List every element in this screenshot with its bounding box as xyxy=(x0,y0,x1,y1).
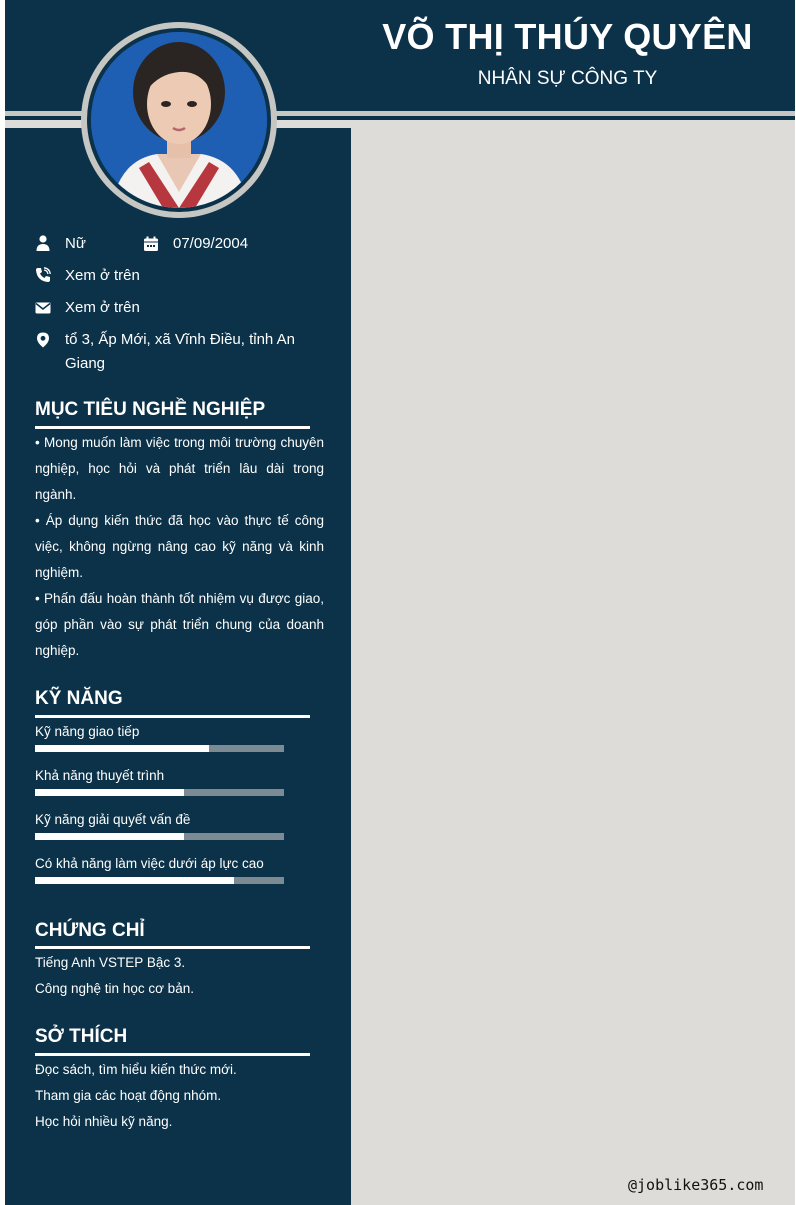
email-icon xyxy=(35,300,51,316)
profile-photo xyxy=(91,32,267,208)
calendar-icon xyxy=(143,236,159,252)
hobby-item: Học hỏi nhiều kỹ năng. xyxy=(35,1114,173,1129)
certificate-item: Công nghệ tin học cơ bản. xyxy=(35,981,194,996)
objective-item: • Phấn đấu hoàn thành tốt nhiệm vụ được giao, góp phần vào sự phát triển chung của doanh nghiệp. xyxy=(35,591,324,658)
hobbies-heading: SỞ THÍCH xyxy=(35,1026,128,1047)
skills-underline xyxy=(35,715,310,718)
certificates-list xyxy=(35,950,194,1002)
objective-heading: MỤC TIÊU NGHỀ NGHIỆP xyxy=(35,399,266,420)
certificate-item: Tiếng Anh VSTEP Bậc 3. xyxy=(35,955,186,970)
hobbies-list xyxy=(35,1057,237,1135)
phone-icon xyxy=(35,267,51,283)
job-title: NHÂN SỰ CÔNG TY xyxy=(477,68,658,89)
skill-label: Kỹ năng giải quyết vấn đề xyxy=(35,812,191,827)
gender-value: Nữ xyxy=(65,235,86,252)
skill-bar-fill xyxy=(35,833,184,840)
portrait-illustration xyxy=(91,32,267,208)
certificates-heading: CHỨNG CHỈ xyxy=(35,920,145,941)
skill-label: Khả năng thuyết trình xyxy=(35,768,165,783)
location-icon xyxy=(35,332,51,348)
objective-item: • Áp dụng kiến thức đã học vào thực tế công việc, không ngừng nâng cao kỹ năng và kinh nghiệm. xyxy=(35,513,324,580)
hobby-item: Đọc sách, tìm hiểu kiến thức mới. xyxy=(35,1062,237,1077)
skill-bar-fill xyxy=(35,789,184,796)
birthdate-value: 07/09/2004 xyxy=(173,235,249,252)
skill-bar-fill xyxy=(35,745,209,752)
user-icon xyxy=(35,235,51,251)
skill-bar-fill xyxy=(35,877,234,884)
hobbies-underline xyxy=(35,1053,310,1056)
phone-value: Xem ở trên xyxy=(65,267,140,284)
objective-text xyxy=(35,430,324,664)
address-value: tổ 3, Ấp Mới, xã Vĩnh Điều, tỉnh An Giang xyxy=(65,331,295,372)
email-value: Xem ở trên xyxy=(65,299,140,316)
objective-underline xyxy=(35,426,310,429)
skills-heading: KỸ NĂNG xyxy=(35,688,123,709)
candidate-name: VÕ THỊ THÚY QUYÊN xyxy=(382,16,753,57)
objective-item: • Mong muốn làm việc trong môi trường chuyên nghiệp, học hỏi và phát triển lâu dài trong ngành. xyxy=(35,435,324,502)
watermark: @joblike365.com xyxy=(628,1176,764,1194)
certificates-underline xyxy=(35,946,310,949)
skill-bar xyxy=(35,877,284,884)
skill-label: Kỹ năng giao tiếp xyxy=(35,724,140,739)
skill-bar xyxy=(35,789,284,796)
hobby-item: Tham gia các hoạt động nhóm. xyxy=(35,1088,222,1103)
skill-bar xyxy=(35,745,284,752)
skill-bar xyxy=(35,833,284,840)
cv-page xyxy=(5,0,795,1205)
skill-label: Có khả năng làm việc dưới áp lực cao xyxy=(35,856,264,871)
avatar xyxy=(81,22,277,218)
